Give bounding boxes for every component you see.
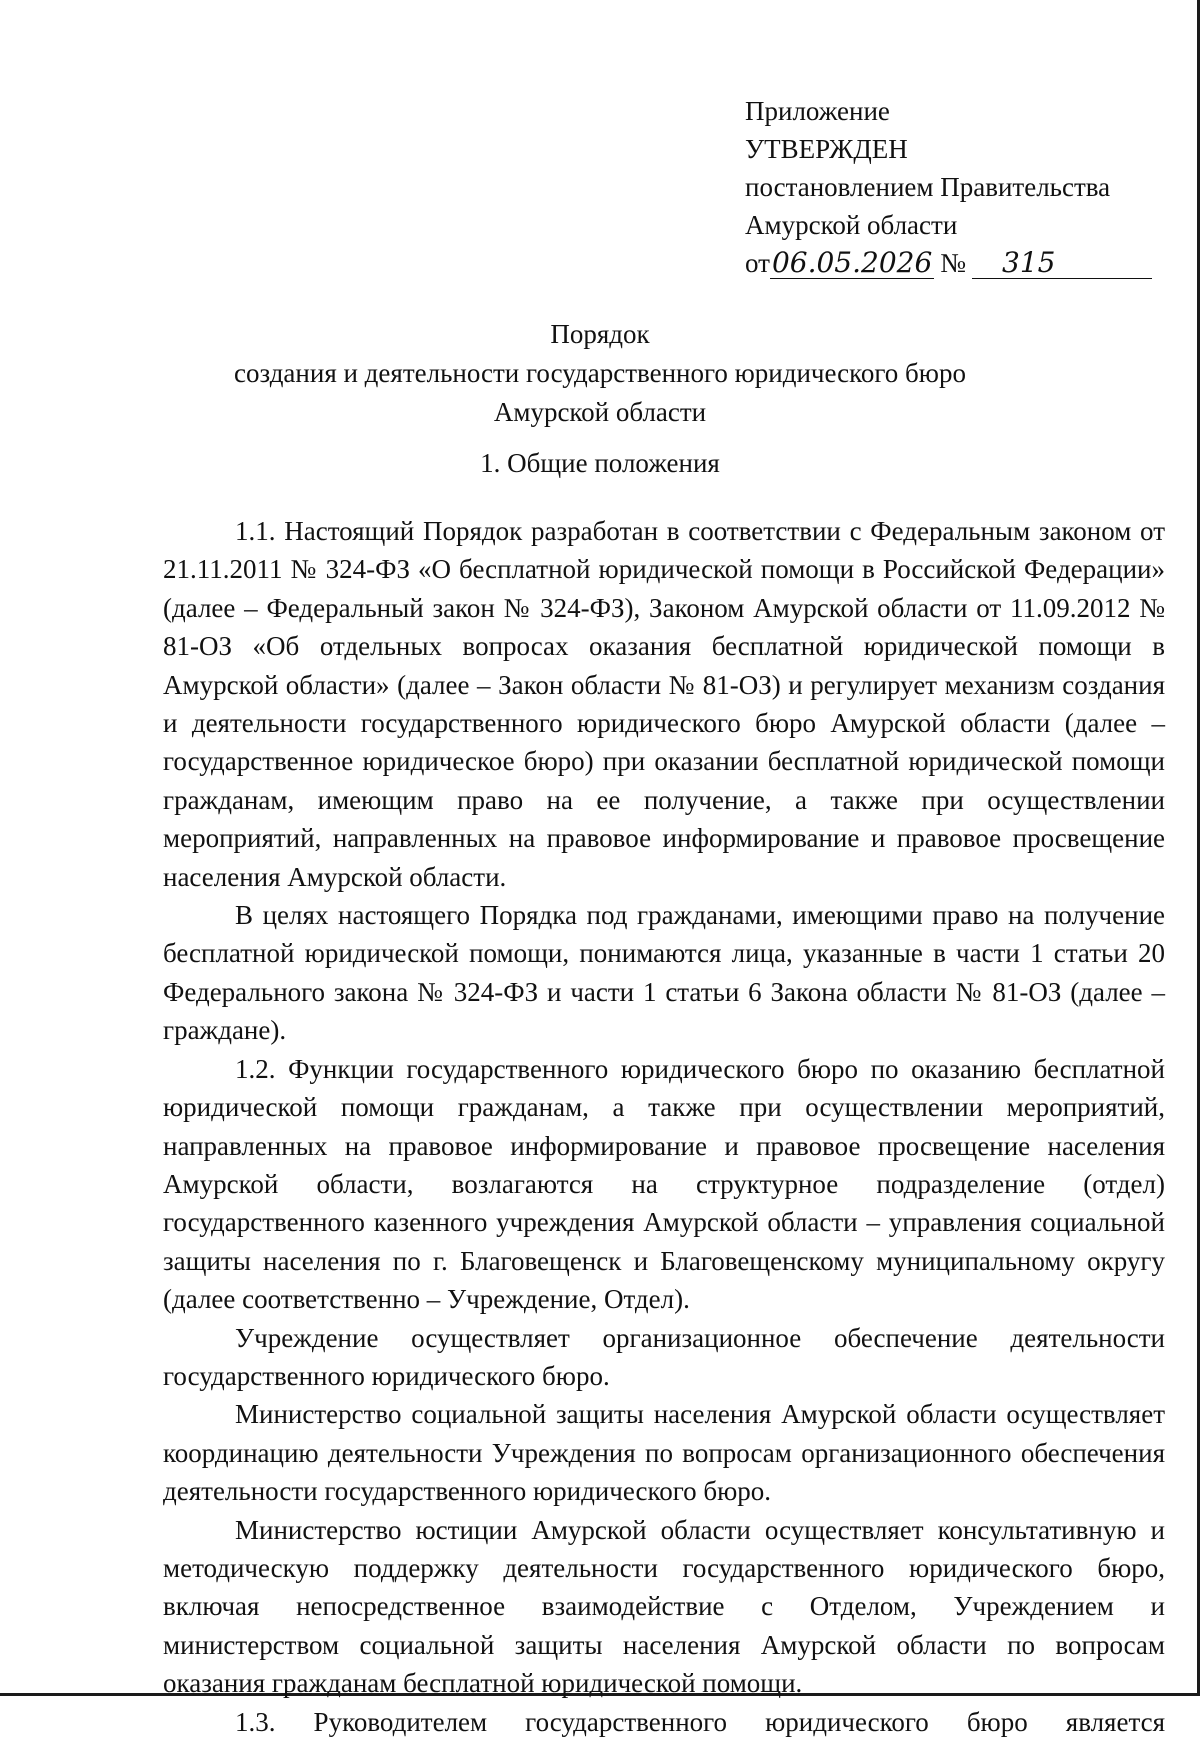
section-heading: 1. Общие положения [480, 448, 720, 478]
paragraph-1-1: 1.1. Настоящий Порядок разработан в соответствии с Федеральным законом от 21.11.2011 № 324-ФЗ «О бесплатной юридической помощи в Российской Федерации» (далее – Федеральный закон № 324-ФЗ), Законом Амурской области от 11.09.2012 № 81-ОЗ «Об отдельных вопросах оказания бесплатной юридической помощи в Амурской области» (далее – Закон области № 81-ОЗ) и регулирует механизм создания и деятельности государственного юридического бюро Амурской области (далее – государственное юридическое бюро) при оказании бесплатной юридической помощи гражданам, имеющим право на ее получение, а также при осуществлении мероприятий, направленных на правовое информирование и правовое просвещение населения Амурской области. [163, 516, 1165, 892]
handwritten-date: 06.05.2026 [771, 246, 933, 279]
title-line-3: Амурской области [493, 397, 707, 427]
paragraph-1-2: 1.2. Функции государственного юридического бюро по оказанию бесплатной юридической помощи гражданам, а также при осуществлении мероприятий, направленных на правовое информирование и правовое просвещение населения Амурской области, возлагаются на структурное подразделение (отдел) государственного казенного учреждения Амурской области – управления социальной защиты населения по г. Благовещенск и Благовещенскому муниципальному округу (далее соответственно – Учреждение, Отдел). [163, 1053, 1165, 1315]
paragraph-ministry-justice: Министерство юстиции Амурской области осуществляет консультативную и методическую поддержку деятельности государственного юридического бюро, включая непосредственное взаимодействие с Отделом, Учреждением и министерством социальной защиты населения Амурской области по вопросам оказания гражданам бесплатной юридической помощи. [163, 1514, 1165, 1699]
region-label: Амурской области [745, 210, 958, 240]
document-title [0, 315, 1200, 432]
document-body [163, 512, 1165, 1741]
paragraph-ministry-social: Министерство социальной защиты населения Амурской области осуществляет координацию деятельности Учреждения по вопросам организационного обеспечения деятельности государственного юридического бюро. [163, 1399, 1165, 1507]
title-line-1: Порядок [550, 319, 650, 349]
approved-label: УТВЕРЖДЕН [745, 134, 908, 164]
appendix-label: Приложение [745, 96, 890, 126]
paragraph-1-3: 1.3. Руководителем государственного юридического бюро является [235, 1706, 1165, 1737]
resolution-label: постановлением Правительства [745, 172, 1111, 202]
number-sign: № [940, 248, 967, 278]
handwritten-number: 315 [972, 248, 1152, 279]
approval-block [745, 92, 1165, 282]
paragraph-citizens-definition: В целях настоящего Порядка под гражданами, имеющими право на получение бесплатной юридической помощи, понимаются лица, указанные в части 1 статьи 20 Федерального закона № 324-ФЗ и части 1 статьи 6 Закона области № 81-ОЗ (далее – граждане). [163, 900, 1165, 1046]
paragraph-institution-support: Учреждение осуществляет организационное обеспечение деятельности государственного юридического бюро. [163, 1322, 1165, 1391]
title-line-2: создания и деятельности государственного юридического бюро [234, 358, 966, 388]
date-number-line [745, 244, 1165, 282]
date-prefix: от [745, 248, 770, 278]
